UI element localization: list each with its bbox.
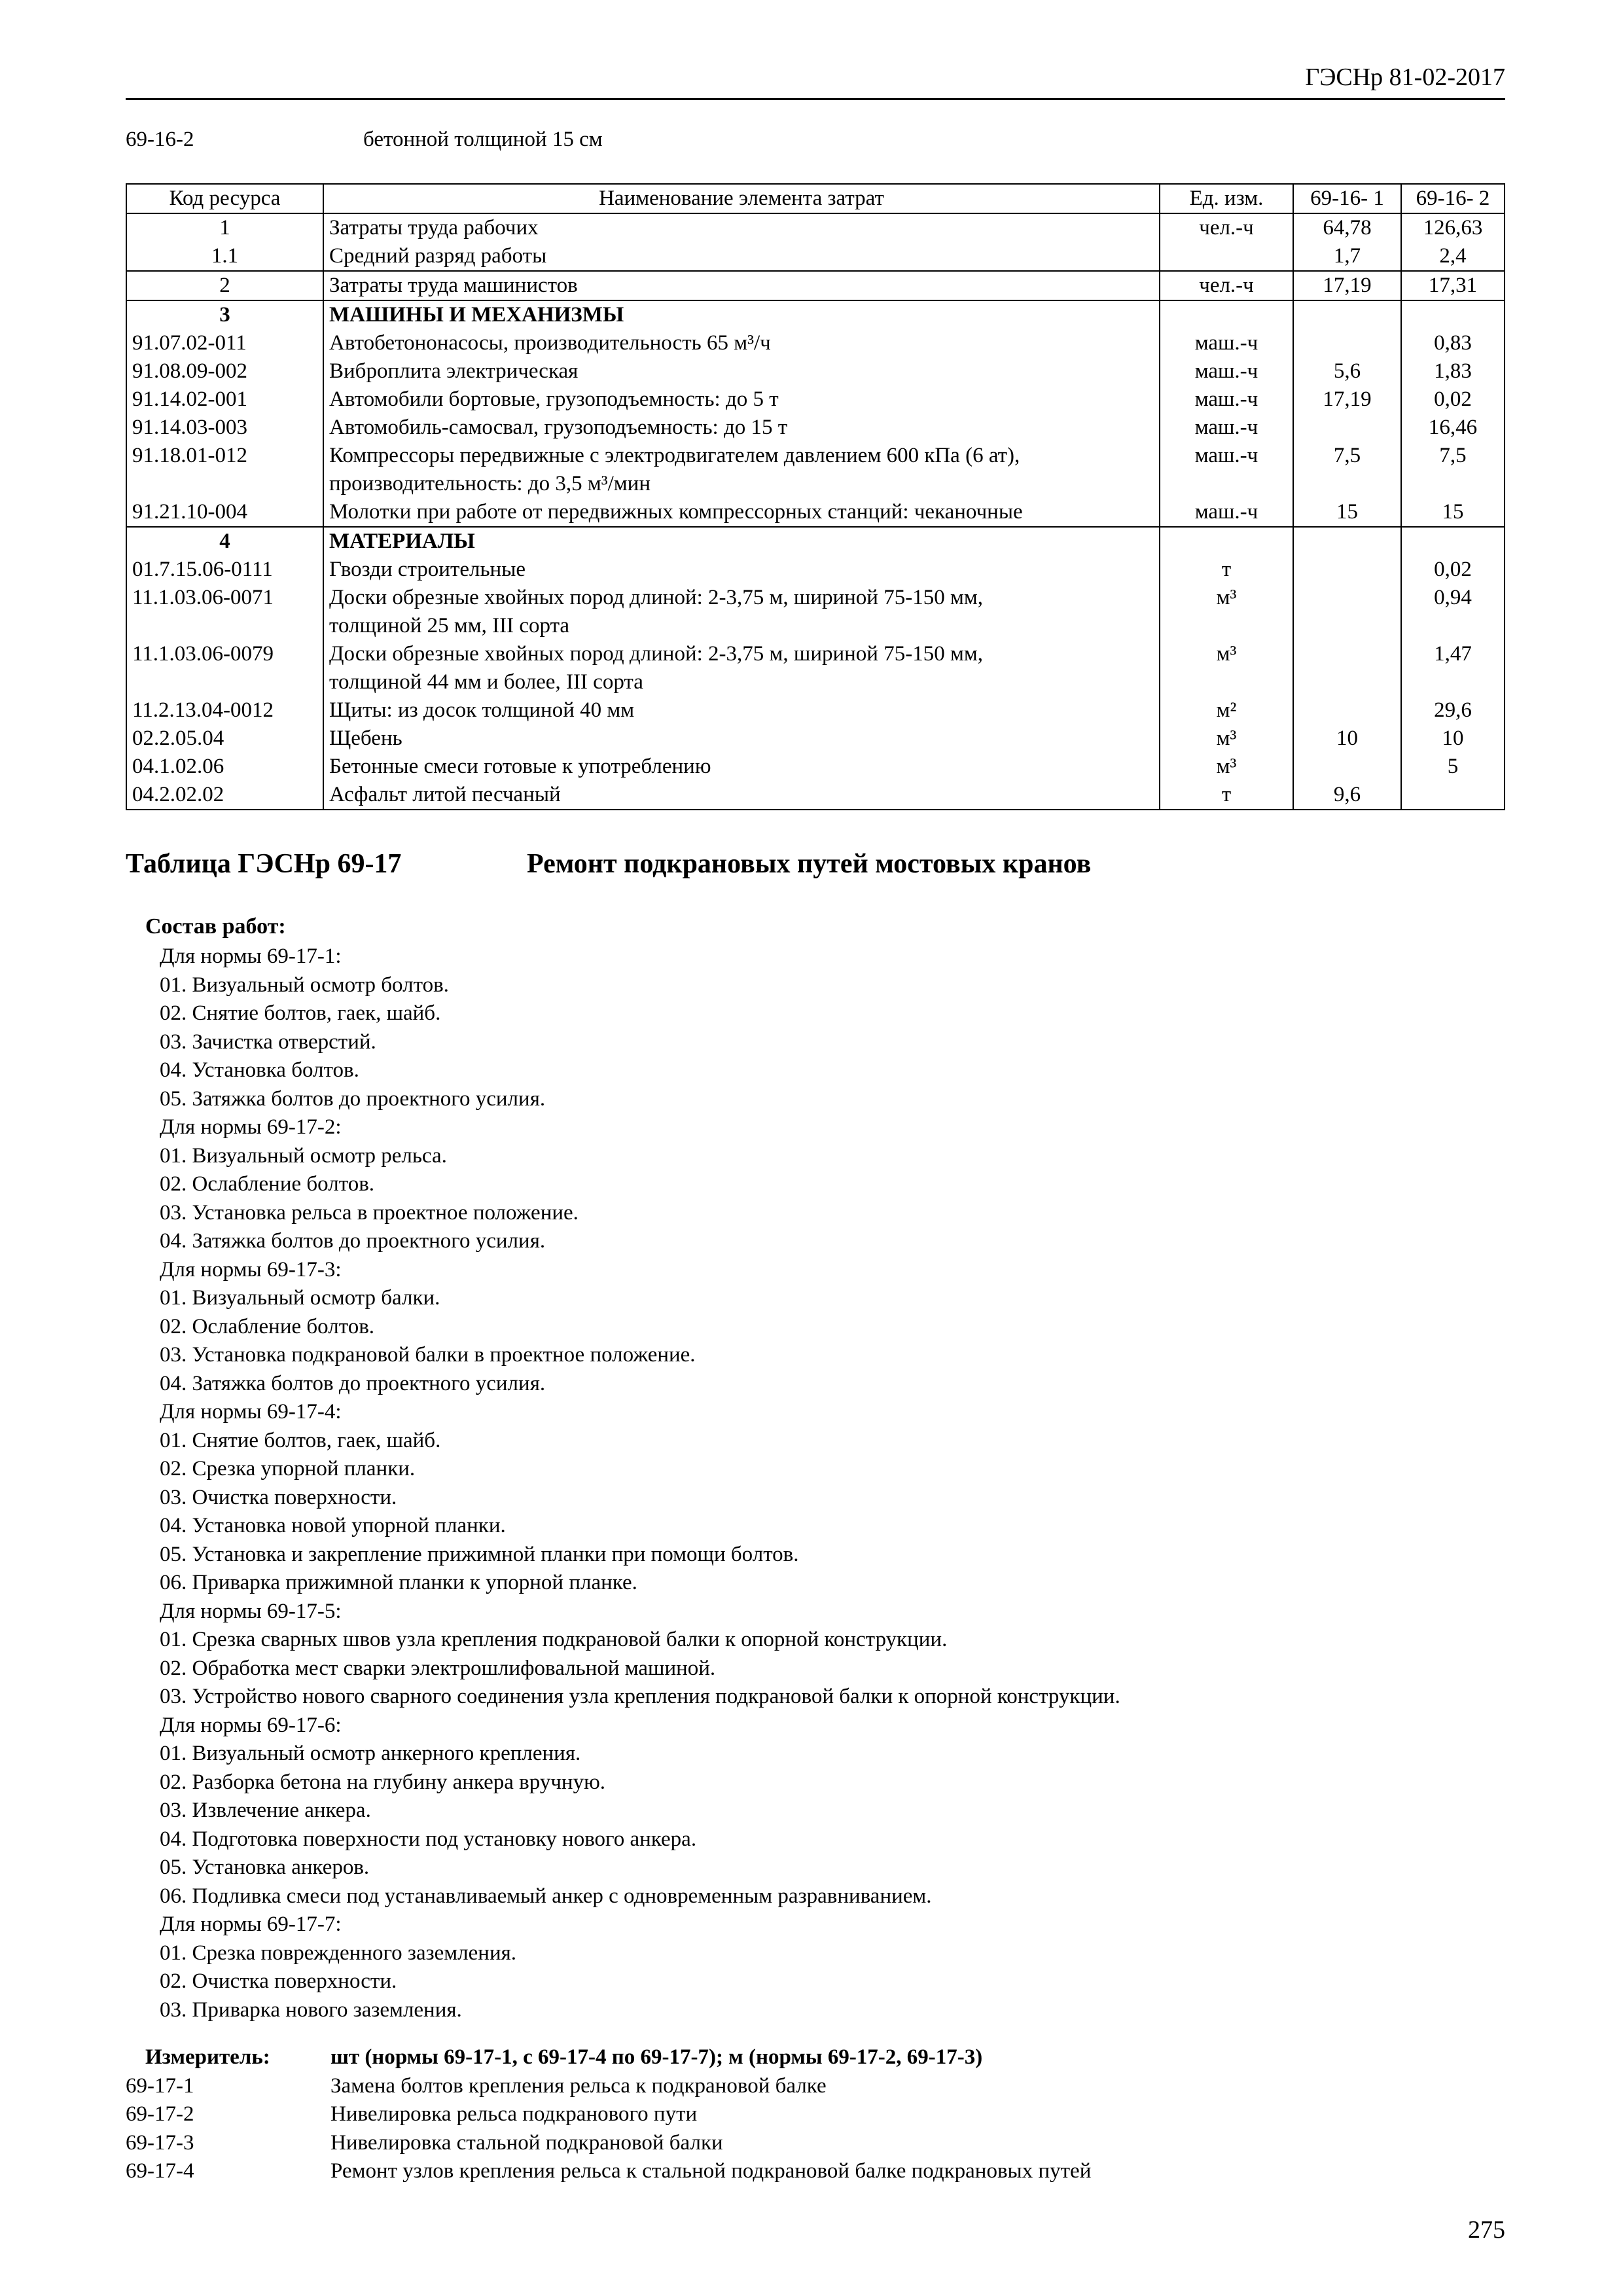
- cell-name: Гвозди строительные: [323, 556, 1160, 584]
- cell-unit: чел.-ч: [1160, 271, 1293, 300]
- cell-norm-1: [1293, 668, 1401, 696]
- measure-value: шт (нормы 69-17-1, с 69-17-4 по 69-17-7); м (нормы 69-17-2, 69-17-3): [330, 2045, 983, 2069]
- cell-unit: м³: [1160, 725, 1293, 753]
- norm-code: 69-16-2: [126, 128, 194, 151]
- cell-code: 04.1.02.06: [126, 753, 323, 781]
- cell-norm-1: [1293, 640, 1401, 668]
- norm-heading: Для нормы 69-17-7:: [160, 1912, 342, 1936]
- work-step: 04. Затяжка болтов до проектного усилия.: [160, 1371, 546, 1395]
- work-step: 04. Затяжка болтов до проектного усилия.: [160, 1229, 546, 1253]
- cell-name: Автомобиль-самосвал, грузоподъемность: до 15 т: [323, 414, 1160, 442]
- measure-item-text: Нивелировка рельса подкранового пути: [330, 2102, 698, 2126]
- cell-name: МАШИНЫ И МЕХАНИЗМЫ: [323, 300, 1160, 329]
- table-header-row: [126, 184, 1505, 213]
- table-title-name: Ремонт подкрановых путей мостовых кранов: [527, 849, 1092, 879]
- cell-code: 91.08.09-002: [126, 357, 323, 386]
- cell-name: производительность: до 3,5 м³/мин: [323, 470, 1160, 498]
- cell-unit: маш.-ч: [1160, 414, 1293, 442]
- cell-name: Бетонные смеси готовые к употреблению: [323, 753, 1160, 781]
- cell-unit: [1160, 668, 1293, 696]
- resource-table: [126, 183, 1505, 810]
- cell-norm-2: 5: [1401, 753, 1505, 781]
- cell-norm-1: 17,19: [1293, 386, 1401, 414]
- work-step: 02. Ослабление болтов.: [160, 1172, 375, 1196]
- cell-name: Асфальт литой песчаный: [323, 781, 1160, 810]
- measure-item: [126, 2157, 1500, 2186]
- work-step: 05. Установка анкеров.: [160, 1856, 370, 1879]
- table-row: [126, 300, 1505, 329]
- norm-heading: Для нормы 69-17-3:: [160, 1257, 342, 1282]
- work-step: 03. Извлечение анкера.: [160, 1799, 371, 1822]
- work-step: 03. Установка подкрановой балки в проектное положение.: [160, 1343, 696, 1367]
- cell-norm-1: [1293, 527, 1401, 556]
- cell-norm-2: 0,83: [1401, 329, 1505, 357]
- work-step: 01. Визуальный осмотр балки.: [160, 1286, 440, 1310]
- col-header-name: Наименование элемента затрат: [323, 184, 1160, 213]
- cell-name: Затраты труда машинистов: [323, 271, 1160, 300]
- cell-name: Средний разряд работы: [323, 242, 1160, 271]
- cell-code: [126, 668, 323, 696]
- cell-norm-2: [1401, 668, 1505, 696]
- cell-name: Автомобили бортовые, грузоподъемность: до 5 т: [323, 386, 1160, 414]
- cell-code: 1: [126, 213, 323, 242]
- cell-norm-1: 15: [1293, 498, 1401, 527]
- table-row: [126, 612, 1505, 640]
- cell-name: Доски обрезные хвойных пород длиной: 2-3,75 м, шириной 75-150 мм,: [323, 640, 1160, 668]
- cell-code: 01.7.15.06-0111: [126, 556, 323, 584]
- norm-heading: Для нормы 69-17-4:: [160, 1400, 342, 1424]
- table-row: [126, 414, 1505, 442]
- norm-heading: Для нормы 69-17-1:: [160, 944, 342, 968]
- cell-name: Щебень: [323, 725, 1160, 753]
- cell-norm-2: [1401, 527, 1505, 556]
- cell-name: Щиты: из досок толщиной 40 мм: [323, 696, 1160, 725]
- cell-norm-2: [1401, 470, 1505, 498]
- cell-norm-1: [1293, 300, 1401, 329]
- cell-norm-2: 0,02: [1401, 556, 1505, 584]
- cell-code: [126, 470, 323, 498]
- cell-name: толщиной 25 мм, III сорта: [323, 612, 1160, 640]
- table-row: [126, 640, 1505, 668]
- cell-norm-1: 7,5: [1293, 442, 1401, 470]
- measure-item-code: 69-17-1: [126, 2073, 194, 2098]
- work-step: 02. Разборка бетона на глубину анкера вручную.: [160, 1770, 605, 1794]
- cell-norm-2: 0,02: [1401, 386, 1505, 414]
- table-row: [126, 668, 1505, 696]
- norm-text: бетонной толщиной 15 см: [363, 128, 603, 151]
- cell-norm-2: [1401, 612, 1505, 640]
- cell-unit: [1160, 470, 1293, 498]
- cell-unit: м³: [1160, 584, 1293, 612]
- work-step: 06. Подливка смеси под устанавливаемый анкер с одновременным разравниванием.: [160, 1884, 932, 1908]
- cell-norm-2: 126,63: [1401, 213, 1505, 242]
- cell-norm-1: 10: [1293, 725, 1401, 753]
- measure-label: Измеритель:: [145, 2045, 270, 2069]
- cell-norm-2: 15: [1401, 498, 1505, 527]
- cell-code: 11.2.13.04-0012: [126, 696, 323, 725]
- cell-unit: маш.-ч: [1160, 357, 1293, 386]
- work-step: 02. Обработка мест сварки электрошлифовальной машиной.: [160, 1656, 716, 1680]
- work-step: 01. Снятие болтов, гаек, шайб.: [160, 1428, 441, 1452]
- cell-norm-1: 1,7: [1293, 242, 1401, 271]
- cell-norm-1: [1293, 556, 1401, 584]
- cell-name: МАТЕРИАЛЫ: [323, 527, 1160, 556]
- cell-unit: м³: [1160, 640, 1293, 668]
- norm-line: [126, 128, 603, 152]
- work-step: 06. Приварка прижимной планки к упорной планке.: [160, 1571, 637, 1594]
- cell-code: 11.1.03.06-0071: [126, 584, 323, 612]
- work-step: 03. Устройство нового сварного соединения узла крепления подкрановой балки к опорной конструкции.: [160, 1685, 1120, 1708]
- cell-unit: [1160, 527, 1293, 556]
- work-step: 02. Срезка упорной планки.: [160, 1457, 416, 1480]
- measure-item-text: Ремонт узлов крепления рельса к стальной подкрановой балке подкрановых путей: [330, 2159, 1092, 2183]
- table-row: [126, 753, 1505, 781]
- cell-norm-1: [1293, 470, 1401, 498]
- measure-item-code: 69-17-3: [126, 2130, 194, 2155]
- cell-unit: маш.-ч: [1160, 442, 1293, 470]
- norm-heading: Для нормы 69-17-6:: [160, 1713, 342, 1737]
- cell-unit: т: [1160, 781, 1293, 810]
- col-header-norm-1: 69-16- 1: [1293, 184, 1401, 213]
- cell-unit: маш.-ч: [1160, 498, 1293, 527]
- cell-code: 2: [126, 271, 323, 300]
- cell-code: 91.14.03-003: [126, 414, 323, 442]
- cell-code: 11.1.03.06-0079: [126, 640, 323, 668]
- page-number: 275: [1468, 2216, 1505, 2244]
- work-step: 03. Установка рельса в проектное положение.: [160, 1200, 579, 1225]
- work-step: 03. Приварка нового заземления.: [160, 1998, 462, 2022]
- measure-item-text: Нивелировка стальной подкрановой балки: [330, 2130, 723, 2155]
- cell-norm-1: 17,19: [1293, 271, 1401, 300]
- cell-name: толщиной 44 мм и более, III сорта: [323, 668, 1160, 696]
- measure-block: [126, 2043, 1500, 2186]
- cell-norm-1: [1293, 329, 1401, 357]
- work-step: 01. Срезка поврежденного заземления.: [160, 1941, 517, 1965]
- table-row: [126, 696, 1505, 725]
- cell-norm-1: [1293, 584, 1401, 612]
- cell-norm-2: 0,94: [1401, 584, 1505, 612]
- cell-code: 3: [126, 300, 323, 329]
- col-header-unit: Ед. изм.: [1160, 184, 1293, 213]
- cell-norm-2: 1,83: [1401, 357, 1505, 386]
- table-row: [126, 725, 1505, 753]
- work-step: 04. Установка новой упорной планки.: [160, 1514, 506, 1537]
- header-rule: [126, 98, 1505, 100]
- table-row: [126, 329, 1505, 357]
- cell-unit: [1160, 242, 1293, 271]
- table-row: [126, 470, 1505, 498]
- cell-norm-2: 10: [1401, 725, 1505, 753]
- work-step: 01. Срезка сварных швов узла крепления подкрановой балки к опорной конструкции.: [160, 1628, 948, 1651]
- work-step: 02. Снятие болтов, гаек, шайб.: [160, 1001, 441, 1025]
- measure-item-code: 69-17-4: [126, 2159, 194, 2183]
- col-header-code: Код ресурса: [126, 184, 323, 213]
- cell-code: 91.14.02-001: [126, 386, 323, 414]
- table-row: [126, 242, 1505, 271]
- cell-name: Виброплита электрическая: [323, 357, 1160, 386]
- cell-code: 1.1: [126, 242, 323, 271]
- table-row: [126, 781, 1505, 810]
- cell-unit: м²: [1160, 696, 1293, 725]
- work-step: 05. Установка и закрепление прижимной планки при помощи болтов.: [160, 1542, 799, 1566]
- work-step: 01. Визуальный осмотр болтов.: [160, 973, 449, 997]
- table-row: [126, 213, 1505, 242]
- norm-heading: Для нормы 69-17-5:: [160, 1599, 342, 1623]
- work-step: 05. Затяжка болтов до проектного усилия.: [160, 1086, 546, 1111]
- cell-code: 04.2.02.02: [126, 781, 323, 810]
- cell-norm-1: 5,6: [1293, 357, 1401, 386]
- table-row: [126, 556, 1505, 584]
- work-step: 02. Очистка поверхности.: [160, 1969, 397, 1993]
- document-code: ГЭСНр 81-02-2017: [1305, 63, 1505, 91]
- measure-item: [126, 2072, 1500, 2101]
- cell-name: Компрессоры передвижные с электродвигателем давлением 600 кПа (6 ат),: [323, 442, 1160, 470]
- cell-unit: м³: [1160, 753, 1293, 781]
- measure-item-text: Замена болтов крепления рельса к подкрановой балке: [330, 2073, 827, 2098]
- work-step: 03. Зачистка отверстий.: [160, 1030, 376, 1054]
- cell-unit: маш.-ч: [1160, 386, 1293, 414]
- cell-unit: т: [1160, 556, 1293, 584]
- measure-row: [126, 2043, 1500, 2072]
- cell-code: 4: [126, 527, 323, 556]
- cell-name: Доски обрезные хвойных пород длиной: 2-3,75 м, шириной 75-150 мм,: [323, 584, 1160, 612]
- cell-code: 91.21.10-004: [126, 498, 323, 527]
- work-step: 01. Визуальный осмотр анкерного крепления.: [160, 1742, 581, 1765]
- measure-item: [126, 2100, 1500, 2129]
- cell-norm-1: [1293, 753, 1401, 781]
- cell-name: Молотки при работе от передвижных компрессорных станций: чеканочные: [323, 498, 1160, 527]
- table-row: [126, 442, 1505, 470]
- composition-list: [160, 942, 1120, 2024]
- cell-norm-2: 16,46: [1401, 414, 1505, 442]
- cell-code: [126, 612, 323, 640]
- cell-norm-2: 1,47: [1401, 640, 1505, 668]
- measure-item-code: 69-17-2: [126, 2102, 194, 2126]
- cell-norm-2: 17,31: [1401, 271, 1505, 300]
- table-row: [126, 386, 1505, 414]
- work-step: 04. Подготовка поверхности под установку нового анкера.: [160, 1827, 697, 1851]
- table-row: [126, 527, 1505, 556]
- cell-unit: [1160, 612, 1293, 640]
- table-row: [126, 584, 1505, 612]
- work-step: 01. Визуальный осмотр рельса.: [160, 1143, 447, 1168]
- work-step: 02. Ослабление болтов.: [160, 1314, 375, 1338]
- work-step: 04. Установка болтов.: [160, 1058, 359, 1082]
- cell-code: 91.18.01-012: [126, 442, 323, 470]
- col-header-norm-2: 69-16- 2: [1401, 184, 1505, 213]
- cell-unit: чел.-ч: [1160, 213, 1293, 242]
- cell-norm-1: [1293, 612, 1401, 640]
- cell-code: 91.07.02-011: [126, 329, 323, 357]
- work-step: 03. Очистка поверхности.: [160, 1485, 397, 1509]
- cell-norm-1: [1293, 414, 1401, 442]
- table-title-number: Таблица ГЭСНр 69-17: [126, 849, 402, 879]
- norm-heading: Для нормы 69-17-2:: [160, 1115, 342, 1139]
- cell-norm-1: 9,6: [1293, 781, 1401, 810]
- cell-norm-2: 29,6: [1401, 696, 1505, 725]
- cell-norm-2: [1401, 781, 1505, 810]
- composition-label: Состав работ:: [145, 914, 286, 939]
- cell-name: Затраты труда рабочих: [323, 213, 1160, 242]
- cell-name: Автобетононасосы, производительность 65 м³/ч: [323, 329, 1160, 357]
- cell-norm-1: 64,78: [1293, 213, 1401, 242]
- table-row: [126, 271, 1505, 300]
- table-row: [126, 498, 1505, 527]
- cell-unit: маш.-ч: [1160, 329, 1293, 357]
- cell-unit: [1160, 300, 1293, 329]
- cell-norm-1: [1293, 696, 1401, 725]
- cell-norm-2: [1401, 300, 1505, 329]
- cell-code: 02.2.05.04: [126, 725, 323, 753]
- cell-norm-2: 7,5: [1401, 442, 1505, 470]
- cell-norm-2: 2,4: [1401, 242, 1505, 271]
- measure-item: [126, 2129, 1500, 2158]
- table-row: [126, 357, 1505, 386]
